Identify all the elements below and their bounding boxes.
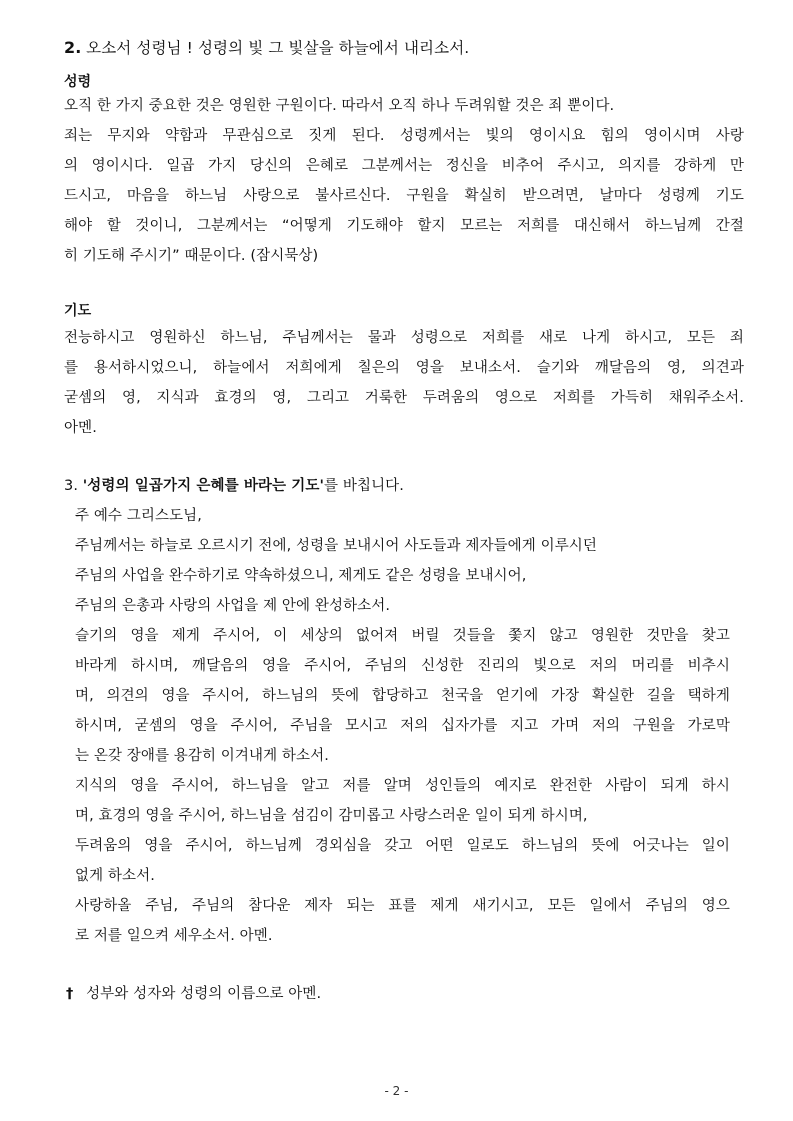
prayer-text-line: 는 온갖 장애를 용감히 이겨내게 하소서. — [75, 748, 329, 764]
section-3-heading — [64, 476, 744, 496]
prayer-text-line: 주님의 은총과 사랑의 사업을 제 안에 완성하소서. — [75, 598, 391, 614]
prayer-text-line: 며, 효경의 영을 주시어, 하느님을 섬김이 감미롭고 사랑스러운 일이 되게 하시며, — [75, 808, 588, 824]
prayer-text-line: 주님께서는 하늘로 오르시기 전에, 성령을 보내시어 사도들과 제자들에게 이루시던 — [75, 538, 598, 554]
cross-icon: † — [66, 986, 74, 1002]
paragraph-line: 죄는 무지와 약함과 무관심으로 짓게 된다. 성령께서는 빛의 영이시요 힘의 영이시며 사랑 — [64, 128, 744, 144]
section-3-title-bold: '성령의 일곱가지 은혜를 바라는 기도' — [82, 478, 325, 494]
paragraph-line: 히 기도해 주시기” 때문이다. (잠시묵상) — [64, 248, 319, 264]
paragraph-line: 드시고, 마음을 하느님 사랑으로 불사르신다. 구원을 확실히 받으려면, 날마다 성령께 기도 — [64, 188, 744, 204]
prayer-text-line: 지식의 영을 주시어, 하느님을 알고 저를 알며 성인들의 예지로 완전한 사람이 되게 하시 — [75, 778, 730, 794]
prayer-line: 를 용서하시었으니, 하늘에서 저희에게 칠은의 영을 보내소서. 슬기와 깨달음의 영, 의견과 — [64, 360, 744, 376]
prayer-text-line: 슬기의 영을 제게 주시어, 이 세상의 없어져 버릴 것들을 쫓지 않고 영원한 것만을 찾고 — [75, 628, 730, 644]
prayer-text-line: 두려움의 영을 주시어, 하느님께 경외심을 갖고 어떤 일로도 하느님의 뜻에 어긋나는 일이 — [75, 838, 730, 854]
closing-doxology — [66, 984, 746, 1004]
prayer-line: 굳셈의 영, 지식과 효경의 영, 그리고 거룩한 두려움의 영으로 저희를 가득히 채워주소서. — [64, 390, 744, 406]
prayer-text-line: 바라게 하시며, 깨달음의 영을 주시어, 주님의 신성한 진리의 빛으로 저의 머리를 비추시 — [75, 658, 730, 674]
prayer-text-line: 주 예수 그리스도님, — [75, 508, 202, 524]
spirit-subheading: 성령 — [64, 74, 92, 90]
prayer-line: 전능하시고 영원하신 하느님, 주님께서는 물과 성령으로 저희를 새로 나게 하시고, 모든 죄 — [64, 330, 744, 346]
closing-text: 성부와 성자와 성령의 이름으로 아멘. — [86, 986, 322, 1002]
prayer-text-line: 사랑하올 주님, 주님의 참다운 제자 되는 표를 제게 새기시고, 모든 일에서 주님의 영으 — [75, 898, 730, 914]
paragraph-line: 해야 할 것이니, 그분께서는 “어떻게 기도해야 할지 모르는 저희를 대신해서 하느님께 간절 — [64, 218, 744, 234]
prayer-text-line: 하시며, 굳셈의 영을 주시어, 주님을 모시고 저의 십자가를 지고 가며 저의 구원을 가로막 — [75, 718, 730, 734]
prayer-text-line: 며, 의견의 영을 주시어, 하느님의 뜻에 합당하고 천국을 얻기에 가장 확실한 길을 택하게 — [75, 688, 730, 704]
section-2-title: 오소서 성령님 ! 성령의 빛 그 빛살을 하늘에서 내리소서. — [86, 39, 470, 57]
paragraph-line: 의 영이시다. 일곱 가지 당신의 은혜로 그분께서는 정신을 비추어 주시고, 의지를 강하게 만 — [64, 158, 744, 174]
section-2-number: 2. — [64, 38, 82, 57]
prayer-text-line: 주님의 사업을 완수하기로 약속하셨으니, 제게도 같은 성령을 보내시어, — [75, 568, 527, 584]
paragraph-line: 오직 한 가지 중요한 것은 영원한 구원이다. 따라서 오직 하나 두려워할 것은 죄 뿐이다. — [64, 98, 615, 114]
section-3-number: 3. — [64, 478, 79, 494]
prayer-line: 아멘. — [64, 420, 97, 436]
prayer-text-line: 없게 하소서. — [75, 868, 155, 884]
prayer-subheading: 기도 — [64, 303, 92, 319]
section-3-title-rest: 를 바칩니다. — [324, 478, 404, 494]
section-2-heading — [64, 38, 744, 59]
page-number: - 2 - — [384, 1084, 409, 1098]
prayer-text-line: 로 저를 일으켜 세우소서. 아멘. — [75, 928, 273, 944]
